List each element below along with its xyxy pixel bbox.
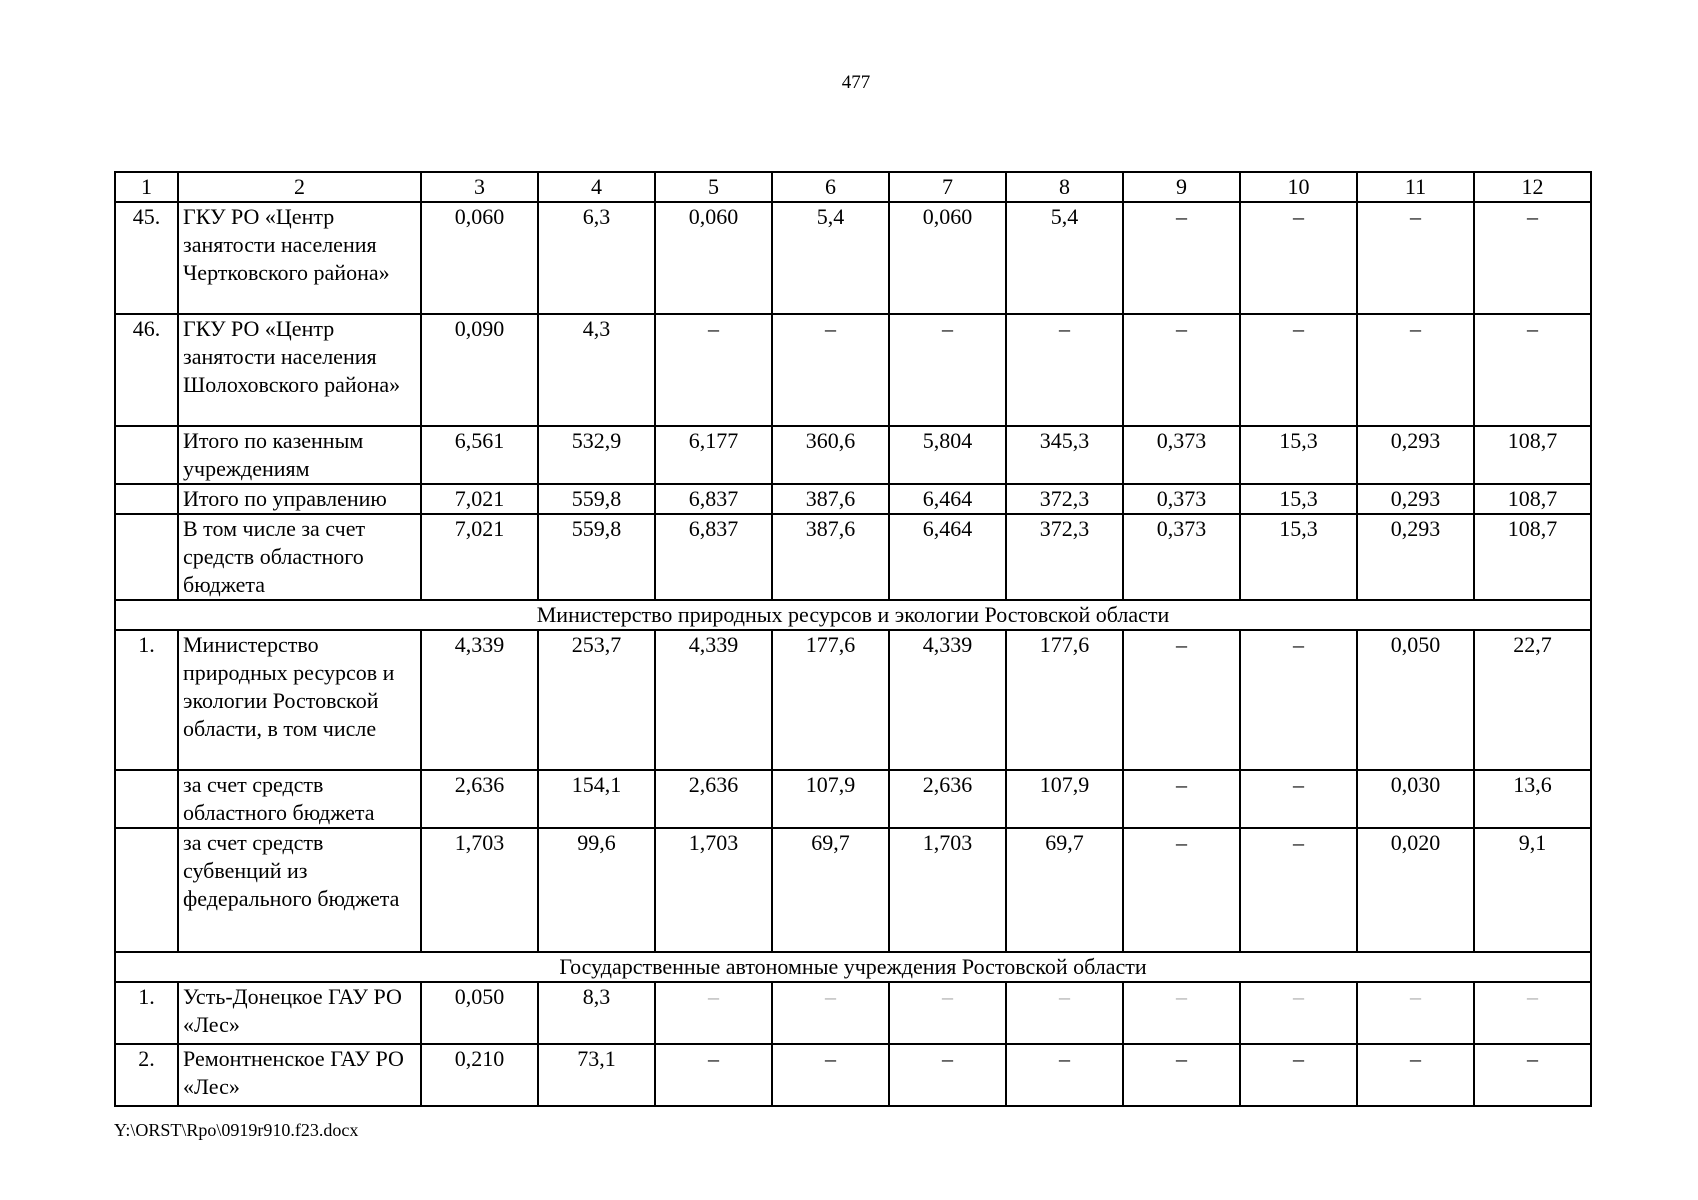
value-cell: 387,6	[772, 514, 889, 600]
row-number: 45.	[115, 202, 178, 314]
value-cell: 107,9	[1006, 770, 1123, 828]
value-cell: 0,030	[1357, 770, 1474, 828]
value-cell: –	[1474, 1044, 1591, 1106]
value-cell: 7,021	[421, 514, 538, 600]
value-cell: 0,020	[1357, 828, 1474, 952]
value-cell: 154,1	[538, 770, 655, 828]
value-cell: –	[1357, 314, 1474, 426]
header-cell: 5	[655, 172, 772, 202]
value-cell: –	[889, 1044, 1006, 1106]
header-cell: 11	[1357, 172, 1474, 202]
header-cell: 6	[772, 172, 889, 202]
page-number: 477	[841, 72, 871, 93]
value-cell: –	[1006, 982, 1123, 1044]
value-cell: 8,3	[538, 982, 655, 1044]
value-cell: 6,837	[655, 514, 772, 600]
header-cell: 12	[1474, 172, 1591, 202]
value-cell: –	[1123, 1044, 1240, 1106]
value-cell: 177,6	[1006, 630, 1123, 770]
value-cell: 99,6	[538, 828, 655, 952]
value-cell: –	[1123, 202, 1240, 314]
row-name: Ремонтненское ГАУ РО «Лес»	[178, 1044, 421, 1106]
row-name: ГКУ РО «Центр занятости населения Чертковского района»	[178, 202, 421, 314]
value-cell: 5,804	[889, 426, 1006, 484]
value-cell: –	[1474, 314, 1591, 426]
header-cell: 8	[1006, 172, 1123, 202]
value-cell: 15,3	[1240, 426, 1357, 484]
value-cell: 108,7	[1474, 514, 1591, 600]
row-name: Министерство природных ресурсов и экологии Ростовской области, в том числе	[178, 630, 421, 770]
value-cell: 0,373	[1123, 484, 1240, 514]
value-cell: 9,1	[1474, 828, 1591, 952]
value-cell: 69,7	[772, 828, 889, 952]
value-cell: 0,293	[1357, 426, 1474, 484]
header-cell: 1	[115, 172, 178, 202]
value-cell: –	[655, 982, 772, 1044]
header-cell: 10	[1240, 172, 1357, 202]
section-row	[115, 600, 1591, 630]
value-cell: –	[1474, 202, 1591, 314]
row-name: за счет средств субвенций из федерального бюджета	[178, 828, 421, 952]
value-cell: –	[889, 982, 1006, 1044]
value-cell: 5,4	[1006, 202, 1123, 314]
table-row	[115, 514, 1591, 600]
row-number	[115, 426, 178, 484]
value-cell: 6,464	[889, 514, 1006, 600]
value-cell: 6,3	[538, 202, 655, 314]
value-cell: –	[1240, 202, 1357, 314]
value-cell: –	[772, 982, 889, 1044]
value-cell: 0,090	[421, 314, 538, 426]
row-number	[115, 484, 178, 514]
row-name: за счет средств областного бюджета	[178, 770, 421, 828]
value-cell: 253,7	[538, 630, 655, 770]
row-number: 46.	[115, 314, 178, 426]
value-cell: –	[889, 314, 1006, 426]
value-cell: –	[1123, 314, 1240, 426]
value-cell: 0,373	[1123, 514, 1240, 600]
value-cell: 6,561	[421, 426, 538, 484]
value-cell: 22,7	[1474, 630, 1591, 770]
value-cell: 2,636	[889, 770, 1006, 828]
value-cell: –	[772, 314, 889, 426]
value-cell: 0,293	[1357, 514, 1474, 600]
value-cell: 107,9	[772, 770, 889, 828]
value-cell: 6,177	[655, 426, 772, 484]
value-cell: 372,3	[1006, 484, 1123, 514]
table-row	[115, 314, 1591, 426]
value-cell: –	[1357, 1044, 1474, 1106]
value-cell: 0,050	[1357, 630, 1474, 770]
value-cell: 6,837	[655, 484, 772, 514]
row-number	[115, 828, 178, 952]
table-row	[115, 1044, 1591, 1106]
section-row	[115, 952, 1591, 982]
section-title: Министерство природных ресурсов и экологии Ростовской области	[115, 600, 1591, 630]
value-cell: 559,8	[538, 484, 655, 514]
value-cell: 532,9	[538, 426, 655, 484]
value-cell: –	[1240, 828, 1357, 952]
value-cell: –	[1240, 630, 1357, 770]
value-cell: –	[655, 314, 772, 426]
row-number: 2.	[115, 1044, 178, 1106]
value-cell: –	[655, 1044, 772, 1106]
header-row	[115, 172, 1591, 202]
value-cell: 6,464	[889, 484, 1006, 514]
value-cell: 0,060	[889, 202, 1006, 314]
value-cell: 360,6	[772, 426, 889, 484]
value-cell: –	[1123, 630, 1240, 770]
value-cell: 1,703	[421, 828, 538, 952]
table-row	[115, 982, 1591, 1044]
value-cell: 2,636	[655, 770, 772, 828]
row-number	[115, 514, 178, 600]
value-cell: –	[1123, 770, 1240, 828]
row-name: В том числе за счет средств областного бюджета	[178, 514, 421, 600]
value-cell: –	[1357, 202, 1474, 314]
file-path-footer: Y:\ORST\Rpo\0919r910.f23.docx	[114, 1120, 359, 1140]
value-cell: –	[1006, 1044, 1123, 1106]
value-cell: –	[1123, 982, 1240, 1044]
value-cell: 1,703	[655, 828, 772, 952]
value-cell: 108,7	[1474, 426, 1591, 484]
value-cell: –	[1474, 982, 1591, 1044]
table-row	[115, 202, 1591, 314]
value-cell: 0,060	[421, 202, 538, 314]
row-number	[115, 770, 178, 828]
value-cell: –	[1006, 314, 1123, 426]
data-table	[114, 171, 1592, 1107]
value-cell: 0,210	[421, 1044, 538, 1106]
value-cell: 4,339	[655, 630, 772, 770]
value-cell: 1,703	[889, 828, 1006, 952]
value-cell: –	[1240, 1044, 1357, 1106]
header-cell: 9	[1123, 172, 1240, 202]
value-cell: 0,373	[1123, 426, 1240, 484]
value-cell: 108,7	[1474, 484, 1591, 514]
row-number: 1.	[115, 982, 178, 1044]
value-cell: 387,6	[772, 484, 889, 514]
value-cell: 15,3	[1240, 514, 1357, 600]
header-cell: 7	[889, 172, 1006, 202]
value-cell: 372,3	[1006, 514, 1123, 600]
value-cell: –	[1240, 982, 1357, 1044]
value-cell: –	[1240, 770, 1357, 828]
row-name: Усть-Донецкое ГАУ РО «Лес»	[178, 982, 421, 1044]
value-cell: 559,8	[538, 514, 655, 600]
value-cell: 0,060	[655, 202, 772, 314]
value-cell: 4,339	[421, 630, 538, 770]
value-cell: –	[772, 1044, 889, 1106]
value-cell: 7,021	[421, 484, 538, 514]
header-cell: 3	[421, 172, 538, 202]
table-row	[115, 426, 1591, 484]
value-cell: –	[1240, 314, 1357, 426]
value-cell: –	[1123, 828, 1240, 952]
header-cell: 4	[538, 172, 655, 202]
table-row	[115, 484, 1591, 514]
value-cell: 15,3	[1240, 484, 1357, 514]
value-cell: 73,1	[538, 1044, 655, 1106]
value-cell: 13,6	[1474, 770, 1591, 828]
value-cell: 0,050	[421, 982, 538, 1044]
value-cell: 69,7	[1006, 828, 1123, 952]
value-cell: –	[1357, 982, 1474, 1044]
value-cell: 2,636	[421, 770, 538, 828]
value-cell: 4,339	[889, 630, 1006, 770]
value-cell: 4,3	[538, 314, 655, 426]
table-row	[115, 630, 1591, 770]
value-cell: 345,3	[1006, 426, 1123, 484]
table-row	[115, 770, 1591, 828]
row-name: Итого по управлению	[178, 484, 421, 514]
row-number: 1.	[115, 630, 178, 770]
row-name: ГКУ РО «Центр занятости населения Шолоховского района»	[178, 314, 421, 426]
row-name: Итого по казенным учреждениям	[178, 426, 421, 484]
value-cell: 0,293	[1357, 484, 1474, 514]
table-row	[115, 828, 1591, 952]
header-cell: 2	[178, 172, 421, 202]
section-title: Государственные автономные учреждения Ростовской области	[115, 952, 1591, 982]
value-cell: 5,4	[772, 202, 889, 314]
value-cell: 177,6	[772, 630, 889, 770]
